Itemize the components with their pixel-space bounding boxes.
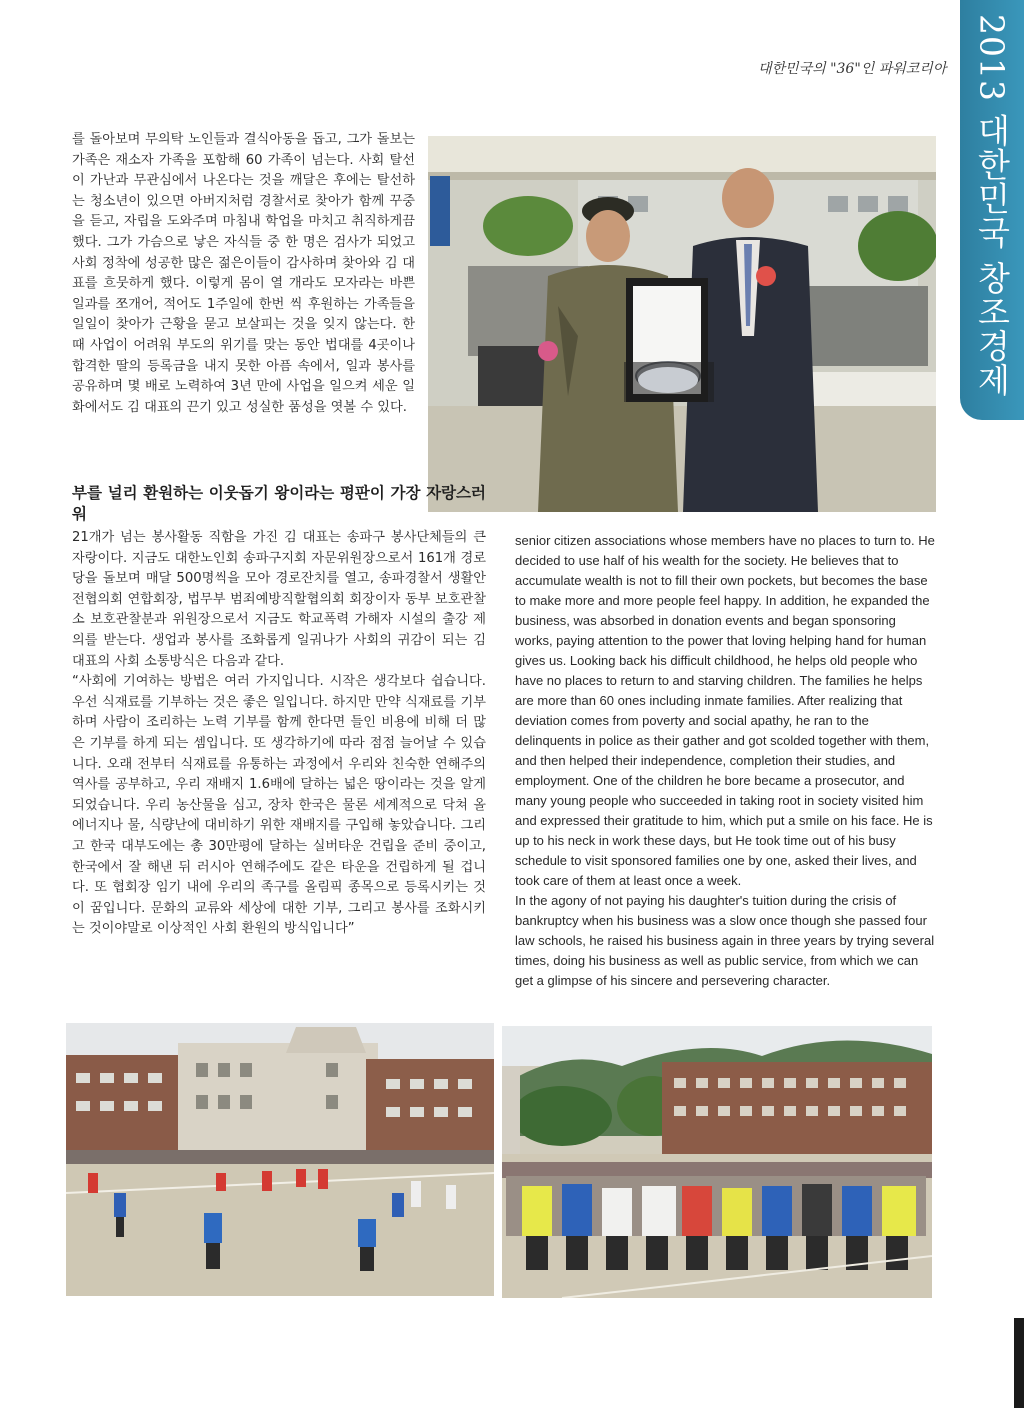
sports-field-photo-left (66, 1023, 494, 1296)
korean-column-top (72, 130, 415, 418)
english-paragraph-1: senior citizen associations whose members have no places to turn to. He decided to use half of his wealth for the society. He believes that to accumulate wealth is not to fill their own pockets, but becomes the base to make more and more people feel happy. In addition, he expanded the business, was absorbed in donation events and began sponsoring works, paying attention to the power that loving helping hand for human gives us. Looking back his difficult childhood, he helps old people who have no places to return to and starving children. The families he helps are more than 60 ones including inmate families. After realizing that deviation comes from poverty and social apathy, he ran to the delinquents in police as their gather and got scolded together with them, and then helped their independence, completion their studies, and employment. One of the children he bore became a prosecutor, and many young people who succeeded in taking root in society visited him and expressed their gratitude to him, which put a smile on his face. He is up to his neck in work these days, but He took time out of his busy schedule to visit sponsored families one by one, asked their lives, and took care of them at least once a week. (515, 533, 935, 888)
section-paragraph: 21개가 넘는 봉사활동 직함을 가진 김 대표는 송파구 봉사단체들의 큰 자랑이다. 지금도 대한노인회 송파구지회 자문위원장으로서 161개 경로당을 돌보며 매달 500명씩을 모아 경로잔치를 열고, 송파경찰서 생활안전협의회 연합회장, 법무부 범죄예방직할협의회 회장이자 동부 보호관찰소 보호관찰분과 위원장으로서 지금도 학교폭력 가해자 시설의 출강 제의를 받는다. 생업과 봉사를 조화롭게 일궈나가 사회의 귀감이 되는 김 대표의 사회 소통방식은 다음과 같다. (72, 530, 486, 669)
section-side-tab (960, 0, 1024, 420)
english-paragraph-2: In the agony of not paying his daughter's tuition during the crisis of bankruptcy when his business was a slow once though she passed four law schools, he raised his business again in three years by trying several times, doing his business as well as public service, from which we can get a glimpse of his sincere and persevering character. (515, 893, 935, 988)
english-column (515, 531, 935, 991)
award-ceremony-photo (428, 136, 936, 512)
quote-paragraph: “사회에 기여하는 방법은 여러 가지입니다. 시작은 생각보다 쉽습니다. 우선 식재료를 기부하는 것은 좋은 일입니다. 하지만 만약 식재료를 기부하며 사람이 조리하는 노력 기부를 함께 한다면 들인 비용에 비해 더 많은 기부를 하게 되는 셈입니다. 또 생각하기에 따라 점점 늘어날 수 있습니다. 오래 전부터 식재료를 유통하는 과정에서 우리와 친숙한 연해주의 역사를 공부하고, 우리 재배지 1.6배에 달하는 넓은 땅이라는 것을 알게 되었습니다. 우리 농산물을 심고, 장차 한국은 물론 세계적으로 닥쳐 올 에너지나 물, 식량난에 대비하기 위한 재배지를 구입해 놓았습니다. 그리고 한국 대부도에는 총 30만평에 달하는 실버타운 건립을 준비 중이고, 한국에서 잘 해낸 뒤 러시아 연해주에도 같은 타운을 건립하게 될 겁니다. 또 협회장 임기 내에 우리의 족구를 올림픽 종목으로 등록시키는 것이 꿈입니다. 문화의 교류와 세상에 대한 기부, 그리고 봉사를 조화시키는 것이야말로 이상적인 사회 환원의 방식입니다” (72, 674, 486, 937)
page-edge-mark (1014, 1318, 1024, 1408)
section-heading: 부를 널리 환원하는 이웃돕기 왕이라는 평판이 가장 자랑스러워 (72, 484, 486, 523)
side-tab-title: 2013 대한민국 창조경제 (972, 14, 1012, 397)
sports-field-photo-right (502, 1026, 932, 1298)
korean-column-lower (72, 484, 486, 940)
header-script-logo: 대한민국의 "36"인 파워코리아 (758, 61, 947, 77)
korean-top-paragraph: 를 돌아보며 무의탁 노인들과 결식아동을 돕고, 그가 돌보는 가족은 재소자 가족을 포함해 60 가족이 넘는다. 사회 탈선이 가난과 무관심에서 나온다는 것을 깨달은 후에는 탈선하는 청소년이 있으면 아버지처럼 경찰서로 찾아가 함께 꾸중을 듣고, 자립을 도와주며 마침내 학업을 마치고 취직하게끔 했다. 그가 가슴으로 낳은 자식들 중 한 명은 검사가 되었고 사회 정착에 성공한 많은 젊은이들이 감사하며 찾아와 김 대표를 흐뭇하게 했다. 이렇게 몸이 열 개라도 모자라는 바쁜 일과를 쪼개어, 적어도 1주일에 한번 씩 후원하는 가족들을 일일이 찾아가 근황을 묻고 보살피는 것을 잊지 않는다. 한때 사업이 어려워 부도의 위기를 맞는 동안 법대를 4곳이나 합격한 딸의 등록금을 내지 못한 아픔 속에서, 일과 봉사를 공유하며 몇 배로 노력하여 3년 만에 사업을 일으켜 세운 일화에서도 김 대표의 끈기 있고 성실한 품성을 엿볼 수 있다. (72, 132, 415, 415)
